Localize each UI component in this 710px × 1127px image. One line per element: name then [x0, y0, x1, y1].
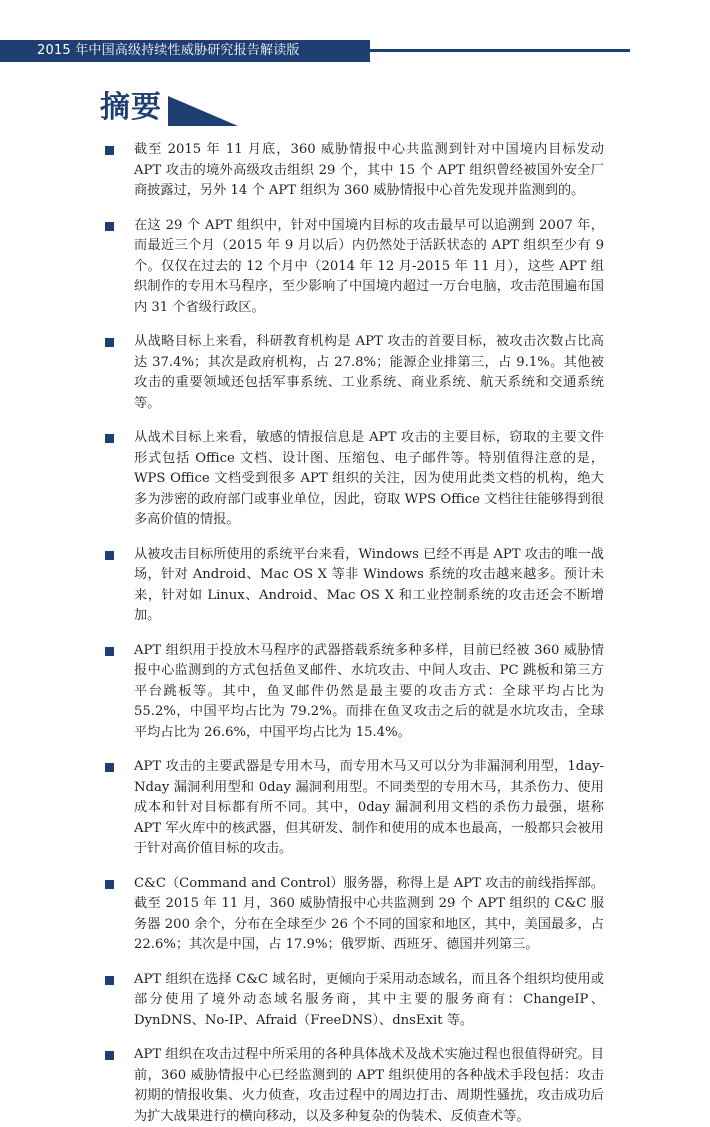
summary-item-text: C&C（Command and Control）服务器，称得上是 APT 攻击的前线指挥部。截至 2015 年 11 月，360 威胁情报中心共监测到 29 个 APT 组织的 C&C 服务器 200 余个，分布在全球至少 26 个不同的国家和地区，其中，美国最多，占 22.6%；其次是中国，占 17.9%；俄罗斯、西班牙、德国并列第三。 [134, 875, 604, 952]
section-title: 摘要 [100, 90, 162, 125]
summary-item-text: 从被攻击目标所使用的系统平台来看，Windows 已经不再是 APT 攻击的唯一战场，针对 Android、Mac OS X 等非 Windows 系统的攻击越来越多。预计未来，针对如 Linux、Android、Mac OS X 和工业控制系统的攻击还会不断增加。 [134, 546, 604, 623]
header-rule [370, 49, 630, 52]
summary-item [0, 641, 710, 744]
summary-item [0, 970, 710, 1032]
summary-item-text: 从战术目标上来看，敏感的情报信息是 APT 攻击的主要目标，窃取的主要文件形式包括 Office 文档、设计图、压缩包、电子邮件等。特别值得注意的是，WPS Office 文档受到很多 APT 组织的关注，因为使用此类文档的机构，绝大多为涉密的政府部门或事业单位，因此，窃取 WPS Office 文档往往能够得到很多高价值的情报。 [134, 430, 604, 527]
summary-item [0, 332, 710, 414]
summary-item [0, 1045, 710, 1127]
summary-item [0, 140, 710, 202]
bullet-square-icon [105, 551, 114, 560]
bullet-square-icon [105, 880, 114, 889]
bullet-square-icon [105, 1051, 114, 1060]
bullet-square-icon [105, 976, 114, 985]
summary-item-text: APT 组织在选择 C&C 域名时，更倾向于采用动态域名，而且各个组织均使用或部分使用了境外动态域名服务商，其中主要的服务商有：ChangeIP、DynDNS、No-IP、Afraid（FreeDNS）、dnsExit 等。 [134, 971, 604, 1028]
summary-item-text: 截至 2015 年 11 月底，360 威胁情报中心共监测到针对中国境内目标发动 APT 攻击的境外高级攻击组织 29 个，其中 15 个 APT 组织曾经被国外安全厂商披露过，另外 14 个 APT 组织为 360 威胁情报中心首先发现并监测到的。 [134, 142, 604, 198]
title-wedge-icon [168, 96, 238, 126]
summary-item [0, 545, 710, 627]
summary-item-text: APT 组织用于投放木马程序的武器搭载系统多种多样，目前已经被 360 威胁情报中心监测到的方式包括鱼叉邮件、水坑攻击、中间人攻击、PC 跳板和第三方平台跳板等。其中，鱼叉邮件仍然是最主要的攻击方式：全球平均占比为 55.2%，中国平均占比为 79.2%。而排在鱼叉攻击之后的就是水坑攻击，全球平均占比为 26.6%，中国平均占比为 15.4%。 [134, 642, 604, 740]
summary-item-text: APT 组织在攻击过程中所采用的各种具体战术及战术实施过程也很值得研究。目前，360 威胁情报中心已经监测到的 APT 组织使用的各种战术手段包括：攻击初期的情报收集、火力侦查，攻击过程中的周边打击、周期性骚扰，攻击成功后为扩大战果进行的横向移动，以及多种复杂的伪装术、反侦查术等。 [134, 1047, 604, 1124]
summary-item-text: 从战略目标上来看，科研教育机构是 APT 攻击的首要目标，被攻击次数占比高达 37.4%；其次是政府机构，占 27.8%；能源企业排第三，占 9.1%。其他被攻击的重要领域还包括军事系统、工业系统、商业系统、航天系统和交通系统等。 [134, 334, 604, 411]
bullet-square-icon [105, 146, 114, 155]
bullet-square-icon [105, 338, 114, 347]
summary-item [0, 428, 710, 531]
header-title: 2015 年中国高级持续性威胁研究报告解读版 [37, 43, 300, 58]
summary-item [0, 757, 710, 860]
summary-item [0, 216, 710, 319]
summary-list [0, 140, 710, 1127]
bullet-square-icon [105, 434, 114, 443]
summary-item [0, 874, 710, 956]
summary-item-text: APT 攻击的主要武器是专用木马，而专用木马又可以分为非漏洞利用型，1day-Nday 漏洞利用型和 0day 漏洞利用型。不同类型的专用木马，其杀伤力、使用成本和针对目标都有所不同。其中，0day 漏洞利用文档的杀伤力最强，堪称 APT 军火库中的核武器，但其研发、制作和使用的成本也最高，一般都只会被用于针对高价值目标的攻击。 [134, 759, 604, 856]
summary-item-text: 在这 29 个 APT 组织中，针对中国境内目标的攻击最早可以追溯到 2007 年，而最近三个月（2015 年 9 月以后）内仍然处于活跃状态的 APT 组织至少有 9 个。仅仅在过去的 12 个月中（2014 年 12 月-2015 年 11 月），这些 APT 组织制作的专用木马程序，至少影响了中国境内超过一万台电脑，攻击范围遍布国内 31 个省级行政区。 [134, 217, 604, 315]
bullet-square-icon [105, 763, 114, 772]
bullet-square-icon [105, 222, 114, 231]
bullet-square-icon [105, 647, 114, 656]
